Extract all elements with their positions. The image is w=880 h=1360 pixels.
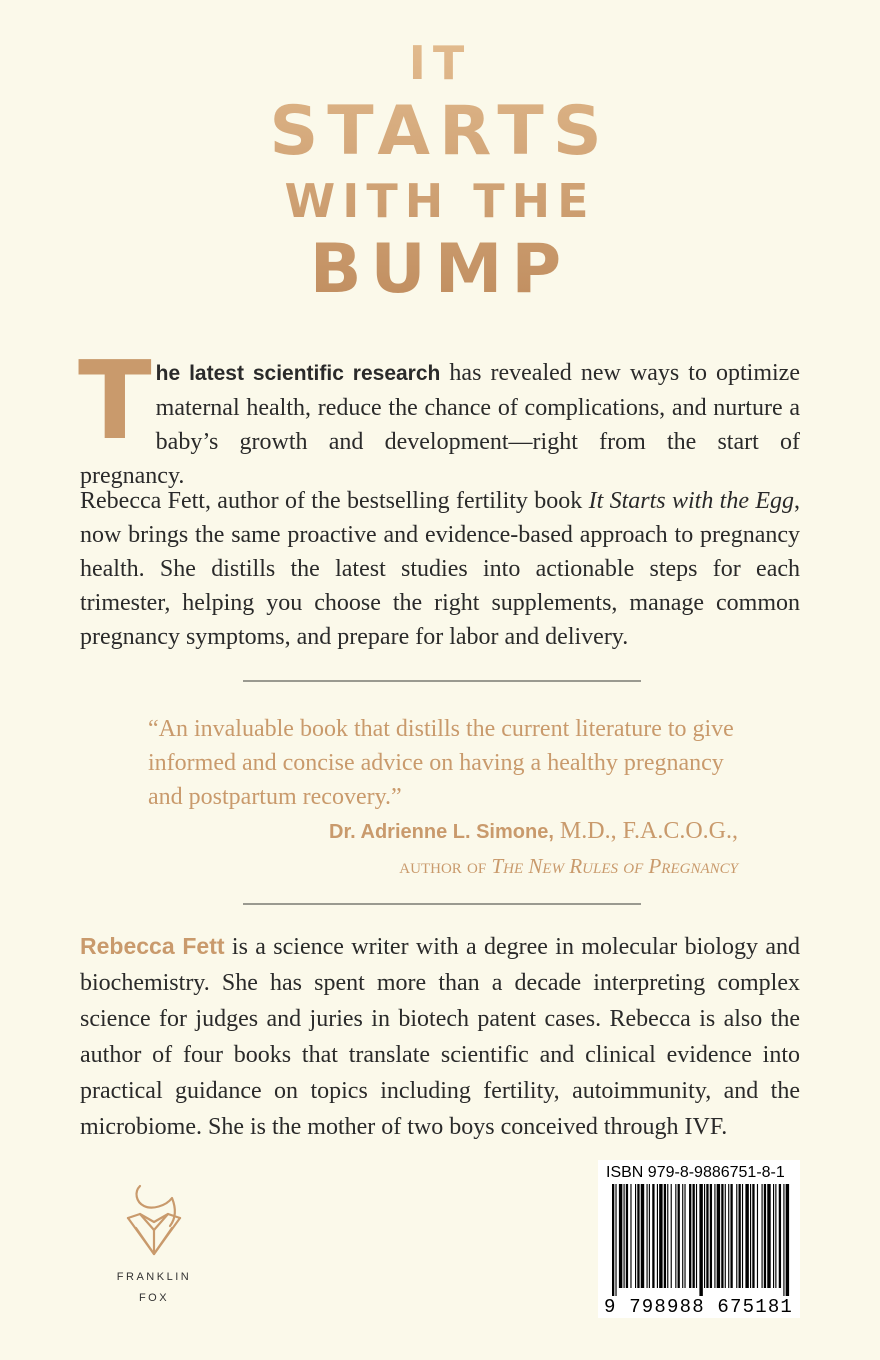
barcode-bar: [725, 1184, 726, 1288]
barcode-bar: [764, 1184, 766, 1288]
barcode-bar: [762, 1184, 763, 1288]
intro-paragraph: [78, 339, 800, 493]
intro-lead: he latest scientific research: [155, 362, 441, 385]
barcode-bar: [649, 1184, 650, 1288]
barcode-bar: [745, 1184, 748, 1288]
quote-text: “An invaluable book that distills the current literature to give informed and concise advice on having a healthy pregnancy and postpartum recovery.”: [148, 716, 734, 810]
barcode-bar: [659, 1184, 662, 1288]
barcode-bar: [647, 1184, 648, 1288]
barcode-bar: [615, 1184, 616, 1296]
barcode-bar: [714, 1184, 715, 1288]
barcode-bar: [739, 1184, 741, 1288]
barcode-bar: [652, 1184, 654, 1288]
barcode-bar: [717, 1184, 720, 1288]
barcode-bar: [750, 1184, 751, 1288]
publisher-name-line-1: FRANKLIN: [116, 1271, 192, 1283]
barcode-bar: [773, 1184, 774, 1288]
barcode-bar: [786, 1184, 789, 1296]
endorsement-quote: [148, 712, 738, 883]
drop-cap: T: [78, 339, 152, 464]
divider-top: [243, 680, 641, 682]
barcode-bar: [626, 1184, 628, 1288]
quote-author-name: Dr. Adrienne L. Simone,: [329, 821, 554, 843]
isbn-label: ISBN 979-8-9886751-8-1: [606, 1164, 785, 1181]
barcode-bar: [637, 1184, 639, 1288]
barcode-bar: [710, 1184, 712, 1288]
title-line-1: IT: [408, 36, 472, 90]
barcode-bar: [706, 1184, 708, 1288]
barcode-bar: [728, 1184, 729, 1288]
barcode-bar: [612, 1184, 614, 1296]
quote-attribution-source: [148, 849, 738, 883]
barcode-bar: [635, 1184, 636, 1288]
barcode-bar: [664, 1184, 666, 1288]
quote-author-credentials: M.D., F.A.C.O.G.,: [553, 818, 738, 844]
quote-attribution: [148, 814, 738, 849]
quote-book-title: The New Rules of Pregnancy: [491, 854, 738, 878]
barcode-bar: [689, 1184, 691, 1288]
publisher-name-line-2: FOX: [138, 1292, 170, 1304]
barcode-bar: [630, 1184, 631, 1288]
barcode-number: 9 798988 675181: [604, 1296, 794, 1318]
title-line-3: WITH THE: [284, 174, 596, 228]
description-paragraph: [80, 484, 800, 654]
barcode-bar: [696, 1184, 697, 1288]
barcode: [598, 1160, 800, 1318]
barcode-bar: [667, 1184, 668, 1288]
barcode-bar: [684, 1184, 685, 1288]
bio-text: is a science writer with a degree in molecular biology and biochemistry. She has spent more than a decade interpreting complex science for judges and juries in biotech patent cases. Rebecca is also the author of four books that translate scientific and clinical evidence into practical guidance on topics including fertility, autoimmunity, and the microbiome. She is the mother of two boys conceived through IVF.: [80, 934, 800, 1140]
barcode-bar: [775, 1184, 776, 1288]
barcode-bar: [783, 1184, 784, 1296]
barcode-bar: [619, 1184, 622, 1288]
title-line-4: BUMP: [309, 230, 571, 309]
title-line-2: STARTS: [269, 92, 611, 171]
barcode-bar: [736, 1184, 737, 1288]
barcode-bar: [779, 1184, 781, 1288]
description-text-before: Rebecca Fett, author of the bestselling fertility book: [80, 488, 589, 514]
barcode-bar: [678, 1184, 680, 1288]
barcode-bar: [721, 1184, 723, 1288]
author-bio: [80, 928, 800, 1145]
bio-author-name: Rebecca Fett: [80, 933, 225, 959]
barcode-bar: [704, 1184, 705, 1288]
barcode-bar: [682, 1184, 683, 1288]
barcode-bar: [641, 1184, 644, 1288]
book-title: [0, 36, 880, 316]
barcode-bar: [730, 1184, 732, 1288]
description-book-title: It Starts with the Egg: [588, 488, 794, 514]
barcode-bar: [671, 1184, 672, 1288]
barcode-bar: [675, 1184, 676, 1288]
barcode-bar: [657, 1184, 658, 1288]
divider-bottom: [243, 903, 641, 905]
barcode-bar: [742, 1184, 743, 1288]
barcode-bar: [624, 1184, 625, 1288]
barcode-bar: [693, 1184, 695, 1288]
publisher-logo: [104, 1178, 204, 1309]
quote-author-of: author of: [399, 854, 487, 878]
barcode-bar: [752, 1184, 754, 1288]
description-text-after: , now brings the same proactive and evidence-based approach to pregnancy health. She distills the latest studies into actionable steps for each trimester, helping you choose the right supplements, manage common pregnancy symptoms, and prepare for labor and delivery.: [80, 488, 800, 650]
barcode-bar: [699, 1184, 702, 1296]
barcode-bar: [757, 1184, 758, 1288]
intro-text: has revealed new ways to optimize maternal health, reduce the chance of complications, and nurture a baby’s growth and development—right from the start of pregnancy.: [80, 360, 800, 489]
fox-logo-icon: [114, 1178, 194, 1258]
barcode-bar: [767, 1184, 770, 1288]
barcode-bars: [602, 1184, 796, 1296]
